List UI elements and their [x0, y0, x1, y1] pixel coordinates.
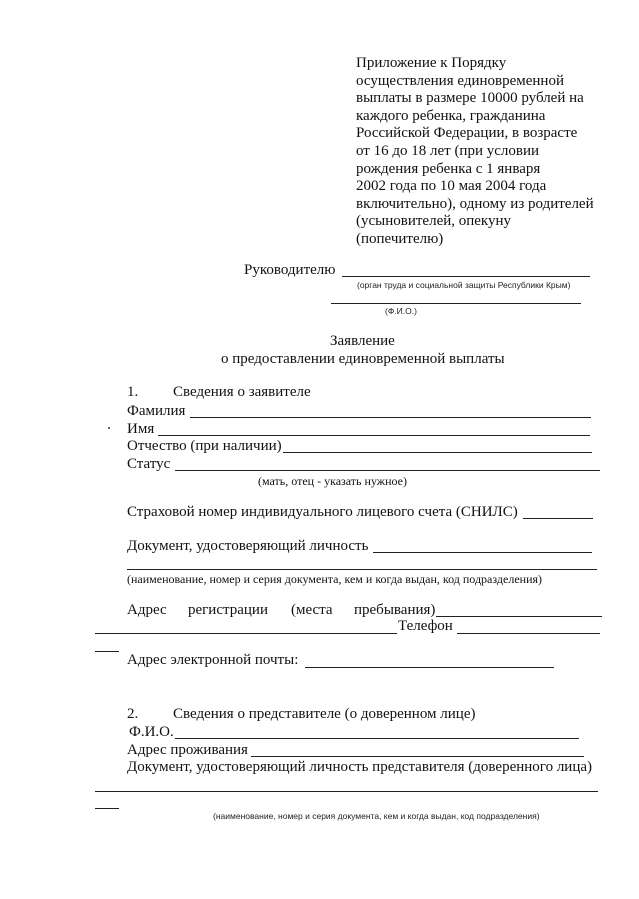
surname-label: Фамилия — [127, 403, 186, 419]
appendix-line: выплаты в размере 10000 рублей на — [356, 90, 584, 107]
section2-heading: Сведения о представителе (о доверенном лице) — [173, 706, 476, 722]
section2-number: 2. — [127, 706, 139, 722]
appendix-line: Приложение к Порядку — [356, 55, 507, 71]
surname-field[interactable] — [190, 417, 591, 418]
status-label: Статус — [127, 456, 171, 472]
id-document-field[interactable] — [373, 552, 592, 553]
doc-title: Заявление — [330, 333, 395, 349]
section1-heading: Сведения о заявителе — [173, 384, 311, 400]
status-field[interactable] — [175, 470, 600, 471]
recipient-org-caption: (орган труда и социальной защиты Республики Крым) — [357, 280, 571, 290]
doc-subtitle: о предоставлении единовременной выплаты — [221, 351, 505, 367]
snils-field[interactable] — [523, 518, 593, 519]
appendix-note — [356, 55, 616, 249]
address-word: Адрес — [127, 602, 167, 618]
appendix-line: осуществления единовременной — [356, 72, 564, 89]
id-document-field-line2[interactable] — [127, 569, 597, 570]
appendix-line: от 16 до 18 лет (при условии — [356, 142, 540, 159]
status-caption: (мать, отец - указать нужное) — [258, 474, 407, 488]
section1-number: 1. — [127, 384, 139, 400]
representative-document-field[interactable] — [95, 791, 598, 792]
appendix-line: (попечителю) — [356, 230, 444, 247]
appendix-line: (усыновителей, опекуну — [356, 213, 512, 230]
representative-document-caption: (наименование, номер и серия документа, кем и когда выдан, код подразделения) — [213, 811, 540, 821]
representative-fio-label: Ф.И.О. — [129, 724, 174, 740]
id-document-caption: (наименование, номер и серия документа, кем и когда выдан, код подразделения) — [127, 572, 543, 586]
appendix-line: включительно), одному из родителей — [356, 195, 594, 212]
representative-document-label: Документ, удостоверяющий личность представителя (доверенного лица) — [127, 759, 593, 775]
address-field[interactable] — [436, 616, 602, 617]
phone-label: Телефон — [398, 618, 453, 634]
appendix-line: каждого ребенка, гражданина — [356, 107, 546, 124]
recipient-label: Руководителю — [244, 262, 336, 278]
snils-label: Страховой номер индивидуального лицевого счета (СНИЛС) — [127, 504, 518, 520]
name-field[interactable] — [158, 435, 590, 436]
appendix-line: 2002 года по 10 мая 2004 года — [356, 178, 547, 195]
email-field[interactable] — [305, 667, 554, 668]
id-document-label: Документ, удостоверяющий личность — [127, 538, 369, 554]
patronymic-label: Отчество (при наличии) — [127, 438, 282, 454]
address-word: (места — [291, 602, 333, 618]
name-label: Имя — [127, 421, 155, 437]
representative-address-field[interactable] — [251, 756, 584, 757]
appendix-line: рождения ребенка с 1 января — [356, 160, 541, 177]
representative-address-label: Адрес проживания — [127, 742, 248, 758]
representative-fio-field[interactable] — [175, 738, 579, 739]
email-label: Адрес электронной почты: — [127, 652, 299, 668]
address-field-line2[interactable] — [95, 633, 397, 634]
address-word: регистрации — [188, 602, 268, 618]
recipient-org-field[interactable] — [342, 276, 590, 277]
phone-field-line2[interactable] — [95, 651, 119, 652]
phone-field[interactable] — [457, 633, 600, 634]
appendix-line: Российской Федерации, в возрасте — [356, 125, 578, 142]
representative-document-field-line2[interactable] — [95, 808, 119, 809]
address-word: пребывания) — [354, 602, 436, 618]
patronymic-field[interactable] — [283, 452, 592, 453]
stray-mark — [108, 427, 110, 429]
recipient-fio-field[interactable] — [331, 303, 581, 304]
recipient-fio-caption: (Ф.И.О.) — [385, 306, 417, 316]
